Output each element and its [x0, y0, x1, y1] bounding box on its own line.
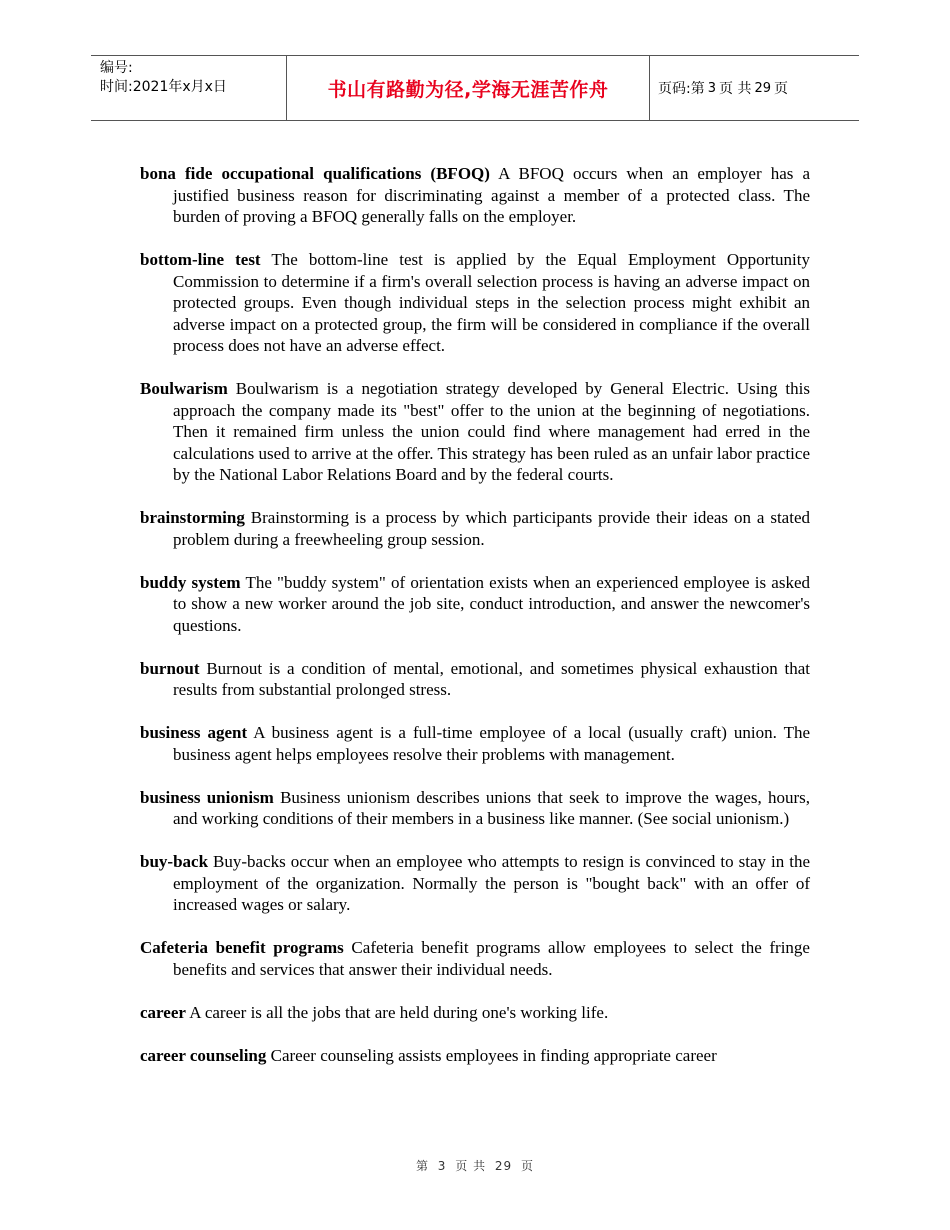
- glossary-term: buddy system: [140, 572, 241, 592]
- glossary-entry: [140, 1045, 810, 1067]
- glossary-definition: Career counseling assists employees in finding appropriate career: [266, 1045, 717, 1065]
- glossary-term: brainstorming: [140, 508, 245, 527]
- glossary-content: [140, 163, 810, 1088]
- header-page-mid: 页 共: [719, 81, 752, 97]
- glossary-entry: [140, 787, 810, 830]
- glossary-definition: Buy-backs occur when an employee who attempts to resign is convinced to stay in the employment of the organization. Normally the person is "bought back" with an offer of increased wages or salary.: [173, 852, 810, 914]
- footer-suffix: 页: [521, 1159, 535, 1173]
- glossary-term: Boulwarism: [140, 379, 228, 398]
- glossary-definition: A business agent is a full-time employee of a local (usually craft) union. The business agent helps employees resolve their problems with management.: [173, 723, 811, 764]
- page-header: [91, 55, 859, 121]
- footer-mid: 页 共: [455, 1159, 487, 1173]
- footer-page-current: 3: [437, 1159, 447, 1173]
- glossary-entry: [140, 507, 810, 550]
- header-page-current: 3: [707, 80, 716, 96]
- glossary-entry: [140, 851, 810, 916]
- footer-prefix: 第: [415, 1159, 429, 1173]
- glossary-entry: [140, 378, 810, 486]
- glossary-term: bona fide occupational qualifications (BFOQ): [140, 164, 490, 183]
- header-motto: 书山有路勤为径,学海无涯苦作舟: [327, 78, 609, 101]
- glossary-entry: [140, 937, 810, 980]
- glossary-term: Cafeteria benefit programs: [140, 938, 344, 957]
- footer-page-total: 29: [494, 1159, 513, 1173]
- glossary-entry: [140, 572, 810, 637]
- glossary-term: business unionism: [140, 787, 274, 807]
- glossary-entry: [140, 249, 810, 357]
- glossary-definition: The bottom-line test is applied by the Equal Employment Opportunity Commission to determine if a firm's overall selection process is having an adverse impact on protected groups. Even though individual steps in the selection process might exhibit an adverse impact on a protected group, the firm will be considered in compliance if the overall process does not have an adverse effect.: [173, 250, 810, 355]
- header-page-prefix: 页码:第: [658, 81, 705, 97]
- glossary-entry: [140, 658, 810, 701]
- glossary-term: buy-back: [140, 852, 209, 871]
- glossary-definition: Boulwarism is a negotiation strategy developed by General Electric. Using this approach the company made its "best" offer to the union at the beginning of negotiations. Then it remained firm unless the union could find where management had erred in the calculations used to arrive at the offer. This strategy has been ruled as an unfair labor practice by the National Labor Relations Board and by the federal courts.: [173, 379, 810, 484]
- glossary-term: bottom-line test: [140, 250, 261, 269]
- header-page-total: 29: [754, 80, 771, 96]
- glossary-definition: Cafeteria benefit programs allow employees to select the fringe benefits and services that answer their individual needs.: [173, 938, 810, 979]
- page-footer: [0, 1157, 950, 1174]
- glossary-entry: [140, 163, 810, 228]
- glossary-term: career counseling: [140, 1045, 267, 1065]
- header-page-suffix: 页: [774, 81, 788, 97]
- header-meta-cell: [91, 56, 287, 120]
- glossary-definition: Brainstorming is a process by which participants provide their ideas on a stated problem during a freewheeling group session.: [173, 508, 810, 549]
- document-time-label: 时间:2021年x月x日: [100, 79, 227, 95]
- glossary-definition: Business unionism describes unions that seek to improve the wages, hours, and working conditions of their members in a business like manner. (See social unionism.): [173, 787, 810, 828]
- glossary-definition: Burnout is a condition of mental, emotional, and sometimes physical exhaustion that results from substantial prolonged stress.: [173, 658, 810, 699]
- glossary-definition: A career is all the jobs that are held during one's working life.: [185, 1002, 609, 1022]
- header-motto-cell: [287, 56, 650, 120]
- glossary-definition: The "buddy system" of orientation exists when an experienced employee is asked to show a new worker around the job site, conduct introduction, and answer the newcomer's questions.: [173, 572, 810, 635]
- document-number-label: 编号:: [100, 60, 133, 76]
- glossary-definition: A BFOQ occurs when an employer has a justified business reason for discriminating against a member of a protected class. The burden of proving a BFOQ generally falls on the employer.: [173, 164, 811, 226]
- header-page-cell: [650, 56, 859, 120]
- glossary-term: career: [140, 1002, 186, 1022]
- glossary-term: business agent: [140, 723, 248, 742]
- glossary-entry: [140, 1002, 810, 1024]
- glossary-entry: [140, 722, 810, 765]
- glossary-term: burnout: [140, 658, 200, 678]
